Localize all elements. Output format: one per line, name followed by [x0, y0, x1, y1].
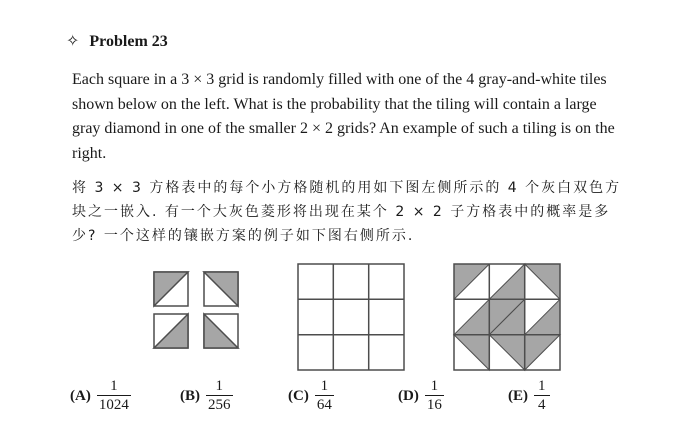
tile-top-left	[154, 272, 188, 306]
tile-top-right	[204, 272, 238, 306]
problem-title	[66, 31, 168, 51]
numerator: 1	[110, 378, 118, 394]
numerator: 1	[320, 378, 329, 394]
problem-text-english: Each square in a 3 × 3 grid is randomly filled with one of the 4 gray-and-white tiles shown below on the left. What is the probability that the tiling will contain a large gray diamond in one of the smaller 2 × 2 grids? An example of such a tiling is on the right.	[72, 71, 615, 162]
choice-b[interactable]	[180, 377, 233, 414]
empty-grid-figure	[296, 262, 408, 372]
tile-types-figure	[150, 268, 244, 352]
denominator: 64	[316, 397, 332, 413]
tile-bottom-right	[204, 314, 238, 348]
numerator: 1	[538, 378, 546, 394]
denominator: 4	[538, 397, 546, 413]
numerator: 1	[430, 378, 439, 394]
problem-title-text: Problem 23	[89, 33, 168, 50]
denominator: 1024	[98, 397, 129, 413]
answer-choices	[70, 377, 650, 421]
tile-bottom-left	[154, 314, 188, 348]
choice-label: (A)	[70, 388, 91, 404]
choice-label: (D)	[398, 388, 419, 404]
fraction	[534, 377, 550, 414]
numerator: 1	[215, 378, 223, 394]
choice-a[interactable]	[70, 377, 131, 414]
choice-label: (E)	[508, 388, 528, 404]
choice-label: (C)	[288, 388, 309, 404]
choice-e[interactable]	[508, 377, 550, 414]
diamond-icon: ✧	[66, 33, 80, 50]
denominator: 16	[426, 397, 442, 413]
choice-c[interactable]	[288, 377, 334, 414]
example-tiling-figure	[452, 262, 564, 372]
denominator: 256	[208, 397, 231, 413]
fraction	[425, 377, 444, 414]
fraction	[315, 377, 334, 414]
choice-d[interactable]	[398, 377, 444, 414]
choice-label: (B)	[180, 388, 200, 404]
problem-text-chinese: 将 3 × 3 方格表中的每个小方格随机的用如下图左侧所示的 4 个灰白双色方块之一嵌入. 有一个大灰色菱形将出现在某个 2 × 2 子方格表中的概率是多少? 一个这样的镶嵌方案的例子如下图右侧所示.	[72, 180, 622, 244]
fraction	[97, 377, 131, 414]
fraction	[206, 377, 233, 414]
